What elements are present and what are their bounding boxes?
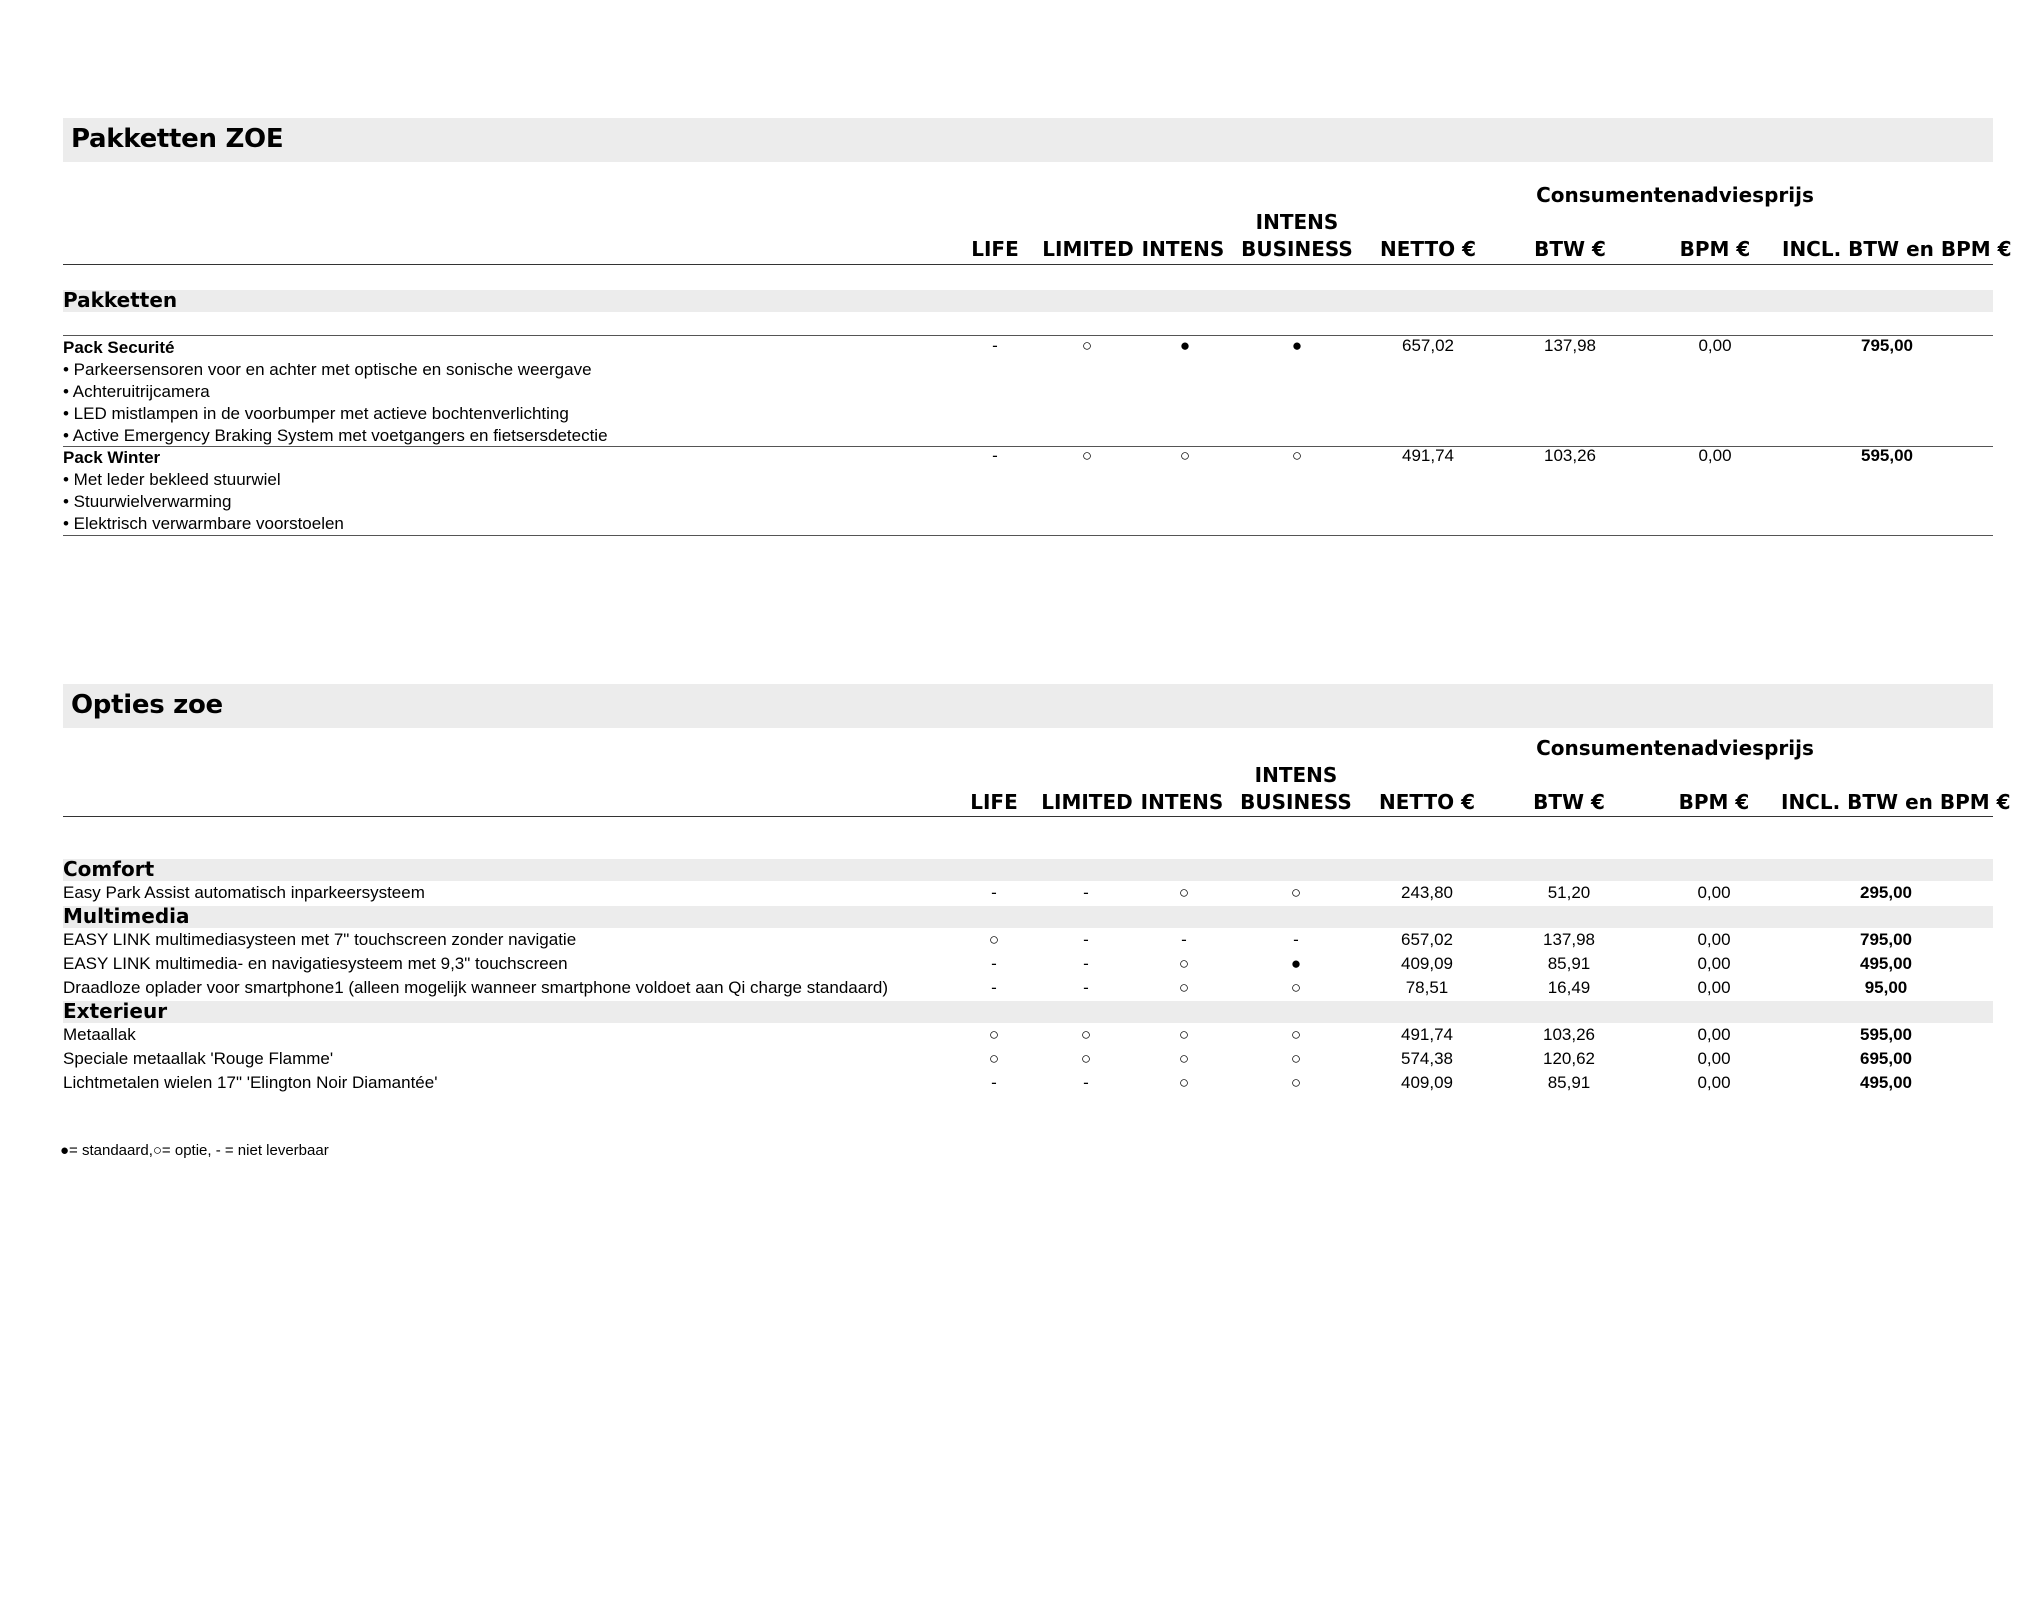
cell-limited: ○: [1081, 336, 1093, 355]
row-description: Draadloze oplader voor smartphone1 (alleen mogelijk wanneer smartphone voldoet aan Qi charge standaard): [63, 978, 888, 997]
column-group-header: Consumentenadviesprijs: [1536, 183, 1814, 207]
cell-life: -: [991, 1073, 997, 1092]
cell-incl: 495,00: [1860, 954, 1912, 973]
cell-btw: 16,49: [1547, 978, 1591, 997]
cell-netto: 574,38: [1401, 1049, 1453, 1068]
cell-life: -: [992, 336, 998, 355]
cell-incl: 795,00: [1861, 336, 1913, 355]
column-header-incl: INCL. BTW en BPM €: [1781, 790, 2011, 814]
header-rule: [63, 816, 1993, 817]
header-rule: [63, 264, 1993, 265]
cell-bpm: 0,00: [1697, 954, 1731, 973]
cell-intens-business: ○: [1290, 1073, 1302, 1092]
cell-intens-business: ○: [1290, 1049, 1302, 1068]
cell-limited: ○: [1080, 1049, 1092, 1068]
cell-btw: 103,26: [1544, 446, 1596, 465]
cell-intens-business: ○: [1290, 1025, 1302, 1044]
cell-netto: 657,02: [1402, 336, 1454, 355]
subsection-title: Pakketten: [63, 288, 178, 312]
column-group-header: Consumentenadviesprijs: [1536, 736, 1814, 760]
cell-btw: 120,62: [1543, 1049, 1595, 1068]
pack-item: • Stuurwielverwarming: [63, 492, 232, 511]
cell-intens: ○: [1178, 1073, 1190, 1092]
row-description: Speciale metaallak 'Rouge Flamme': [63, 1049, 334, 1068]
cell-bpm: 0,00: [1697, 930, 1731, 949]
cell-btw: 85,91: [1547, 954, 1591, 973]
column-header-intens-business-1: INTENS: [1254, 763, 1338, 787]
cell-life: -: [991, 954, 997, 973]
column-header-bpm: BPM €: [1678, 790, 1750, 814]
pack-item: • Active Emergency Braking System met voetgangers en fietsersdetectie: [63, 426, 608, 445]
cell-intens: -: [1181, 930, 1187, 949]
cell-incl: 95,00: [1864, 978, 1908, 997]
cell-bpm: 0,00: [1697, 1049, 1731, 1068]
column-header-intens: INTENS: [1141, 237, 1225, 261]
cell-life: -: [992, 446, 998, 465]
cell-incl: 495,00: [1860, 1073, 1912, 1092]
cell-limited: ○: [1081, 446, 1093, 465]
cell-intens: ○: [1178, 883, 1190, 902]
cell-intens: ○: [1178, 1025, 1190, 1044]
row-description: Easy Park Assist automatisch inparkeersysteem: [63, 883, 425, 902]
cell-incl: 695,00: [1860, 1049, 1912, 1068]
column-header-limited: LIMITED: [1042, 237, 1134, 261]
column-header-intens-business-2: BUSINESS: [1240, 790, 1352, 814]
cell-netto: 409,09: [1401, 1073, 1453, 1092]
cell-limited: -: [1083, 883, 1089, 902]
row-description: EASY LINK multimediasysteen met 7" touchscreen zonder navigatie: [63, 930, 577, 949]
cell-intens-business: -: [1293, 930, 1299, 949]
cell-intens-business: ○: [1290, 883, 1302, 902]
cell-btw: 103,26: [1543, 1025, 1595, 1044]
cell-incl: 595,00: [1860, 1025, 1912, 1044]
column-header-btw: BTW €: [1533, 790, 1605, 814]
cell-bpm: 0,00: [1697, 1025, 1731, 1044]
column-header-life: LIFE: [971, 237, 1019, 261]
cell-incl: 295,00: [1860, 883, 1912, 902]
cell-intens-business: ○: [1291, 446, 1303, 465]
column-header-btw: BTW €: [1534, 237, 1606, 261]
cell-incl: 595,00: [1861, 446, 1913, 465]
cell-intens: ○: [1178, 978, 1190, 997]
subsection-title: Exterieur: [63, 999, 168, 1023]
cell-life: ○: [988, 1025, 1000, 1044]
cell-limited: -: [1083, 930, 1089, 949]
cell-incl: 795,00: [1860, 930, 1912, 949]
cell-netto: 491,74: [1401, 1025, 1453, 1044]
section-title: Opties zoe: [71, 690, 223, 720]
cell-intens-business: ●: [1291, 336, 1303, 355]
cell-intens-business: ○: [1290, 978, 1302, 997]
subsection-comfort: [63, 859, 1993, 881]
column-header-life: LIFE: [970, 790, 1018, 814]
cell-btw: 137,98: [1543, 930, 1595, 949]
pack-name: Pack Securité: [63, 338, 175, 357]
cell-limited: -: [1083, 954, 1089, 973]
cell-bpm: 0,00: [1697, 883, 1731, 902]
pack-item: • Met leder bekleed stuurwiel: [63, 470, 281, 489]
cell-intens: ●: [1179, 336, 1191, 355]
cell-btw: 137,98: [1544, 336, 1596, 355]
pack-name: Pack Winter: [63, 448, 161, 467]
column-header-intens-business-1: INTENS: [1255, 210, 1339, 234]
cell-btw: 85,91: [1547, 1073, 1591, 1092]
column-header-netto: NETTO €: [1378, 790, 1476, 814]
cell-intens: ○: [1179, 446, 1191, 465]
row-description: EASY LINK multimedia- en navigatiesysteem met 9,3" touchscreen: [63, 954, 568, 973]
cell-bpm: 0,00: [1697, 978, 1731, 997]
cell-intens: ○: [1178, 954, 1190, 973]
cell-life: ○: [988, 1049, 1000, 1068]
cell-limited: -: [1083, 978, 1089, 997]
pack-item: • LED mistlampen in de voorbumper met actieve bochtenverlichting: [63, 404, 569, 423]
cell-netto: 491,74: [1402, 446, 1454, 465]
legend: ●= standaard,○= optie, - = niet leverbaar: [60, 1142, 329, 1159]
cell-netto: 78,51: [1405, 978, 1449, 997]
cell-life: -: [991, 978, 997, 997]
column-header-bpm: BPM €: [1679, 237, 1751, 261]
section-header-pakketten: [63, 118, 1993, 162]
cell-netto: 409,09: [1401, 954, 1453, 973]
subsection-multimedia: [63, 906, 1993, 928]
cell-life: -: [991, 883, 997, 902]
column-header-limited: LIMITED: [1041, 790, 1133, 814]
row-description: Metaallak: [63, 1025, 136, 1044]
cell-intens: ○: [1178, 1049, 1190, 1068]
pack-item: • Parkeersensoren voor en achter met optische en sonische weergave: [63, 360, 592, 379]
subsection-title: Multimedia: [63, 904, 190, 928]
row-rule: [63, 535, 1993, 536]
section-title: Pakketten ZOE: [71, 124, 284, 154]
cell-bpm: 0,00: [1697, 1073, 1731, 1092]
cell-limited: -: [1083, 1073, 1089, 1092]
cell-bpm: 0,00: [1698, 446, 1732, 465]
pack-item: • Elektrisch verwarmbare voorstoelen: [63, 514, 344, 533]
row-description: Lichtmetalen wielen 17" 'Elington Noir Diamantée': [63, 1073, 438, 1092]
column-header-intens-business-2: BUSINESS: [1241, 237, 1353, 261]
column-header-netto: NETTO €: [1379, 237, 1477, 261]
cell-netto: 243,80: [1401, 883, 1453, 902]
cell-netto: 657,02: [1401, 930, 1453, 949]
cell-btw: 51,20: [1547, 883, 1591, 902]
column-header-intens: INTENS: [1140, 790, 1224, 814]
section-header-opties: [63, 684, 1993, 728]
cell-bpm: 0,00: [1698, 336, 1732, 355]
subsection-exterieur: [63, 1001, 1993, 1023]
cell-life: ○: [988, 930, 1000, 949]
subsection-title: Comfort: [63, 857, 155, 881]
cell-intens-business: ●: [1290, 954, 1302, 973]
pack-item: • Achteruitrijcamera: [63, 382, 210, 401]
subsection-pakketten: [63, 290, 1993, 312]
column-header-incl: INCL. BTW en BPM €: [1782, 237, 2012, 261]
cell-limited: ○: [1080, 1025, 1092, 1044]
